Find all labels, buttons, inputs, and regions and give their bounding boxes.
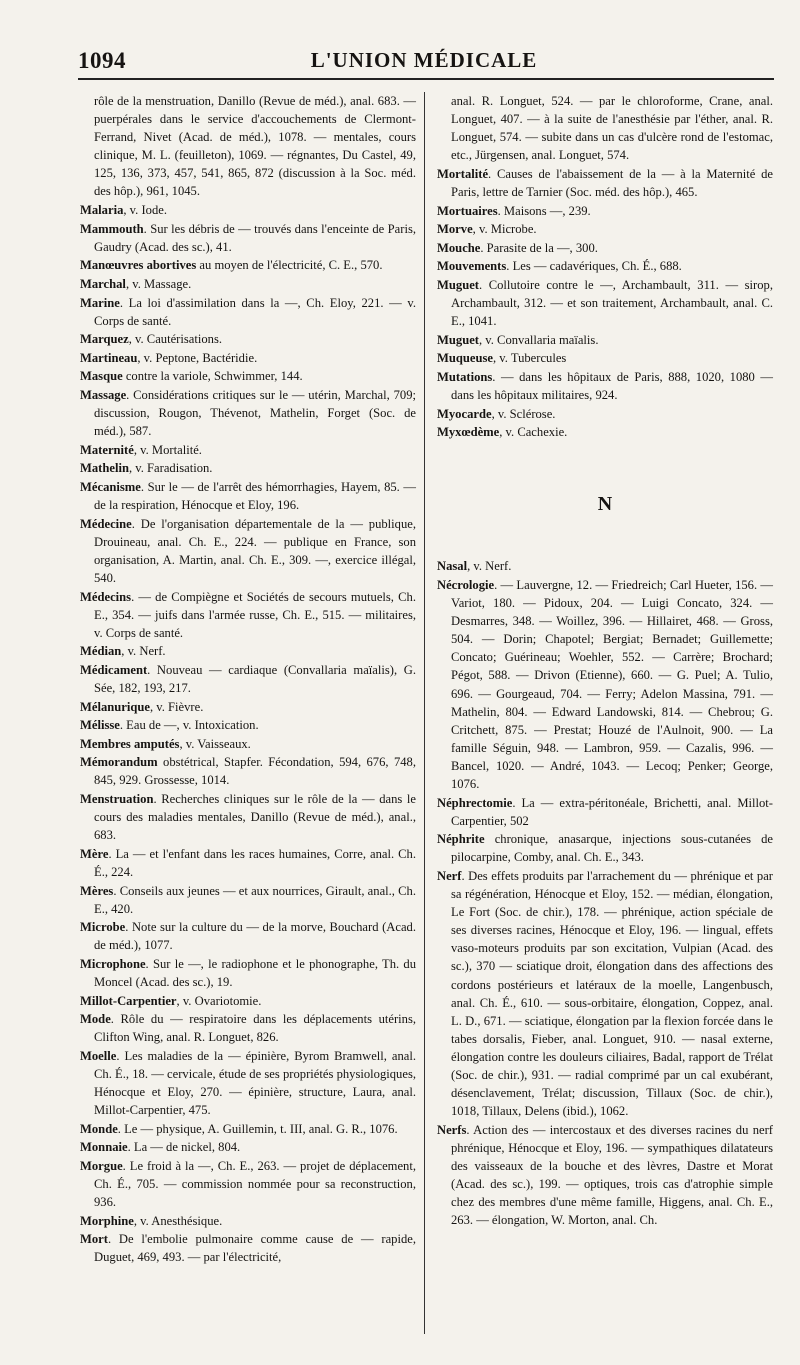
entry-headword: Mémorandum (80, 755, 158, 770)
index-entry (437, 557, 773, 575)
index-entry (80, 1157, 416, 1211)
index-entry (437, 867, 773, 1120)
entry-text: chronique, anasarque, injections sous-cutanées de pilocarpine, Comby, anal. Ch. E., 343. (451, 832, 773, 865)
index-entry (80, 1120, 416, 1138)
entry-text: . De l'embolie pulmonaire comme cause de — rapide, Duguet, 469, 493. — par l'électricité, (94, 1232, 416, 1265)
index-entry (80, 1047, 416, 1119)
entry-headword: Myxœdème (437, 425, 500, 440)
entry-headword: Manœuvres abortives (80, 258, 197, 273)
entry-headword: Mammouth (80, 221, 144, 236)
entry-headword: Menstruation (80, 792, 154, 807)
entry-text: . Le froid à la —, Ch. E., 263. — projet de déplacement, Ch. É., 705. — commission nommée pour sa reconstruction, 936. (94, 1158, 416, 1210)
index-entry (80, 478, 416, 514)
entry-headword: Médicament (80, 662, 148, 677)
entry-text: . Eau de —, v. Intoxication. (119, 718, 259, 733)
index-entry (437, 423, 773, 441)
entry-headword: Mode (80, 1012, 111, 1027)
index-entry (437, 405, 773, 423)
entry-text: , v. Convallaria maïalis. (478, 332, 599, 347)
entry-text: . Considérations critiques sur le — utérin, Marchal, 709; discussion, Rougon, Thévenot, Mathelin, Forget (Soc. de méd.), 587. (94, 388, 416, 439)
entry-headword: Massage (80, 388, 127, 402)
entry-text: . Le — physique, A. Guillemin, t. III, anal. G. R., 1076. (117, 1121, 398, 1136)
index-entry (437, 331, 773, 349)
index-entry (437, 1121, 773, 1230)
entry-headword: Nerfs (437, 1122, 467, 1137)
entry-headword: Nécrologie (437, 577, 495, 592)
entry-headword: Mère (80, 846, 109, 861)
entry-headword: Monde (80, 1121, 118, 1136)
index-entry (80, 716, 416, 734)
entry-headword: Mortalité (437, 166, 489, 181)
index-entry (437, 349, 773, 367)
entry-headword: Malaria (80, 203, 124, 218)
index-entry (80, 256, 416, 274)
entry-text: , v. Sclérose. (491, 406, 556, 421)
entry-text: , v. Peptone, Bactéridie. (137, 350, 258, 365)
entry-text: , v. Tubercules (492, 351, 567, 366)
index-entry (80, 330, 416, 348)
entry-text: , v. Mortalité. (133, 442, 202, 457)
index-entry (80, 386, 416, 440)
index-entry (80, 661, 416, 697)
right-column (437, 92, 773, 1230)
entry-text: . De l'organisation départementale de la — publique, Drouineau, anal. Ch. E., 224. — publique en France, son organisation, A. Martin, anal. Ch. E., 309. —, exercice illégal, 540. (94, 516, 416, 585)
entry-headword: Millot-Carpentier (80, 993, 177, 1008)
entry-text: , v. Nerf. (467, 559, 512, 574)
entry-headword: Mélisse (80, 718, 120, 733)
entry-text: , v. Nerf. (121, 644, 166, 659)
entry-text: . Maisons —, 239. (497, 203, 591, 218)
entry-text: . Causes de l'abaissement de la — à la Maternité de Paris, lettre de Tarnier (Soc. méd. des hôp.), 465. (451, 166, 773, 199)
index-entry (80, 515, 416, 587)
index-entry (437, 239, 773, 257)
entry-headword: Muguet (437, 332, 479, 347)
index-entry (437, 165, 773, 201)
entry-text: , v. Microbe. (472, 222, 537, 237)
entry-headword: Médecins (80, 589, 132, 604)
entry-headword: Mortuaires (437, 203, 498, 218)
entry-text: . Recherches cliniques sur le rôle de la — dans le cours des maladies mentales, Danillo (Revue de méd.), anal., 683. (94, 792, 416, 843)
entry-headword: Mathelin (80, 461, 129, 476)
entry-headword: Mères (80, 883, 114, 898)
entry-headword: Marine (80, 295, 120, 310)
entry-text: , v. Massage. (125, 276, 192, 291)
entry-headword: Mouvements (437, 259, 507, 274)
entry-text: , v. Iode. (123, 203, 167, 218)
header-rule (78, 78, 774, 80)
index-entry (80, 367, 416, 385)
entry-text: obstétrical, Stapfer. Fécondation, 594, 676, 748, 845, 929. Grossesse, 1014. (94, 755, 416, 788)
entry-text: . La — et l'enfant dans les races humaines, Corre, anal. Ch. É., 224. (94, 846, 416, 879)
entry-headword: Myocarde (437, 406, 492, 421)
entry-text: . Parasite de la —, 300. (480, 240, 598, 255)
entry-text: , v. Fièvre. (149, 699, 204, 714)
entry-text: . — dans les hôpitaux de Paris, 888, 1020, 1080 — dans les hôpitaux militaires, 924. (451, 369, 773, 402)
entry-headword: Microbe (80, 920, 126, 935)
entry-text: . — de Compiègne et Sociétés de secours mutuels, Ch. E., 354. — juifs dans l'armée russe, Ch. E., 515. — militaires, v. Corps de santé. (94, 589, 416, 640)
running-title: L'UNION MÉDICALE (310, 48, 538, 72)
index-entry (80, 201, 416, 219)
index-entry (80, 588, 416, 642)
entry-headword: Martineau (80, 350, 138, 365)
index-entry (437, 794, 773, 830)
column-divider (424, 92, 425, 1334)
entry-headword: Nerf (437, 868, 462, 883)
entry-headword: Marchal (80, 276, 126, 291)
index-entry (80, 882, 416, 918)
page-number: 1094 (78, 48, 126, 73)
entry-text: . Sur le — de l'arrêt des hémorrhagies, Hayem, 85. — de la respiration, Hénocque et Eloy, 196. (94, 479, 416, 513)
entry-headword: Nasal (437, 559, 468, 574)
entry-text: , v. Ovariotomie. (176, 993, 262, 1008)
index-entry (80, 349, 416, 367)
index-entry (80, 642, 416, 660)
entry-text: . Rôle du — respiratoire dans les déplacements utérins, Clifton Wing, anal. R. Longuet, 826. (94, 1012, 416, 1045)
index-entry (80, 735, 416, 753)
index-entry (437, 220, 773, 238)
entry-text: , v. Vaisseaux. (179, 736, 251, 751)
index-entry (80, 294, 416, 330)
entry-headword: Mutations (437, 369, 493, 384)
index-entry (437, 92, 773, 164)
entry-text: . Note sur la culture du — de la morve, Bouchard (Acad. de méd.), 1077. (94, 920, 416, 953)
entry-headword: Mouche (437, 240, 481, 255)
index-entry (437, 202, 773, 220)
index-entry (437, 257, 773, 275)
entry-text: , v. Cautérisations. (128, 332, 223, 347)
entry-text: . Conseils aux jeunes — et aux nourrices, Girault, anal., Ch. E., 420. (94, 883, 416, 916)
entry-headword: Membres amputés (80, 736, 180, 751)
entry-headword: Mort (80, 1232, 108, 1247)
entry-text: , v. Cachexie. (499, 425, 568, 440)
section-letter: N (597, 493, 613, 516)
entry-headword: Mélanurique (80, 699, 150, 714)
index-entry (80, 220, 416, 256)
index-entry (80, 1212, 416, 1230)
entry-text: rôle de la menstruation, Danillo (Revue de méd.), anal. 683. — puerpérales dans le service d'accouchements de Clermont-Ferrand, Nivet (Acad. de méd.), 1078. — mentales, cours clinique, M. L. (feuilleton), 1069. — régnantes, Du Castel, 49, 125, 136, 373, 457, 541, 865, 872 (discussion à la Soc. méd. des hôp.), 961, 1045. (94, 94, 416, 199)
index-entry (80, 459, 416, 477)
entry-headword: Médian (80, 644, 122, 659)
entry-headword: Maternité (80, 442, 134, 457)
index-entry (80, 918, 416, 954)
index-entry (80, 441, 416, 459)
entry-text: . La — extra-péritonéale, Brichetti, anal. Millot-Carpentier, 502 (451, 795, 773, 828)
entry-text: . La — de nickel, 804. (127, 1140, 241, 1155)
entry-text: . Les maladies de la — épinière, Byrom Bramwell, anal. Ch. É., 18. — cervicale, étude de ses propriétés physiologiques, Hénocque et Eloy, 270. — épinière, structure, Laura, anal. Millot-Carpentier, 475. (94, 1048, 416, 1118)
entry-text: . Sur les débris de — trouvés dans l'enceinte de Paris, Gaudry (Acad. des sc.), 41. (94, 221, 416, 254)
entry-text: au moyen de l'électricité, C. E., 570. (196, 258, 383, 273)
entry-headword: Microphone (80, 956, 146, 971)
entry-headword: Muguet (437, 277, 479, 292)
index-entry (80, 992, 416, 1010)
entry-text: . Sur le —, le radiophone et le phonographe, Th. du Moncel (Acad. des sc.), 19. (94, 956, 416, 989)
entry-text: . Action des — intercostaux et des diverses racines du nerf phrénique, Hénocque et Eloy, 196. — sympathiques dilatateurs des vaisseaux de la bouche et des lèvres, Dastre et Morat (Acad. des sc.), 199. — optiques, trois cas d'atrophie simple chez des membres d'une même famille, Higgens, anal. Ch. E., 263. — élongation, W. Morton, anal. Ch. (451, 1122, 773, 1228)
entry-text: . La loi d'assimilation dans la —, Ch. Eloy, 221. — v. Corps de santé. (94, 295, 416, 328)
entry-headword: Morphine (80, 1213, 134, 1228)
index-entry (437, 368, 773, 404)
index-entry (437, 576, 773, 793)
entry-headword: Mécanisme (80, 479, 141, 494)
index-entry (80, 753, 416, 789)
index-entry (80, 275, 416, 293)
entry-headword: Muqueuse (437, 351, 493, 366)
index-entry (80, 698, 416, 716)
entry-text: anal. R. Longuet, 524. — par le chloroforme, Crane, anal. Longuet, 407. — à la suite de l'anesthésie par l'éther, anal. R. Longuet, 574. — subite dans un cas d'ulcère rond de l'estomac, etc., Jürgensen, anal. Longuet, 574. (451, 94, 773, 163)
entry-text: . — Lauvergne, 12. — Friedreich; Carl Hueter, 156. — Variot, 180. — Pidoux, 204. — Luigi Concato, 324. — Desmarres, 348. — Woillez, 396. — Hillairet, 468. — Gross, 504. — Dorin; Chapotel; Bergiat; Bernadet; Guillemette; Concato; Guérineau; Woehler, 552. — Carrère; Brochard; Pégot, 588. — Drivon (Etienne), 660. — G. Puel; A. Tulio, 696. — Gourgeaud, 704. — Ferry; Adelon Massina, 791. — Mathelin, 804. — Edward Landowski, 814. — Chebrou; G. Critchett, 875. — Prestat; Houzé de l'Aulnoit, 900. — La famille Séguin, 948. — Lambron, 959. — Cazalis, 996. — Bancel, 1020. — André, 1043. — Lecoq; Penker; George, 1076. (451, 577, 773, 791)
entry-text: . Collutoire contre le —, Archambault, 311. — sirop, Archambault, 312. — et son traitement, Archambault, anal. C. E., 1041. (451, 277, 773, 329)
index-entry (80, 1010, 416, 1046)
index-entry (80, 845, 416, 881)
index-entry (80, 1230, 416, 1266)
entry-headword: Médecine (80, 516, 132, 531)
entry-headword: Moelle (80, 1048, 117, 1063)
index-entry (80, 92, 416, 201)
entry-text: . Nouveau — cardiaque (Convallaria maïalis), G. Sée, 182, 193, 217. (94, 662, 416, 695)
entry-headword: Monnaie (80, 1140, 128, 1155)
entry-headword: Masque (80, 369, 123, 384)
index-entry (80, 955, 416, 991)
index-entry (80, 1138, 416, 1156)
entry-headword: Morgue (80, 1158, 123, 1173)
right-column-m-entries (437, 92, 773, 441)
entry-headword: Morve (437, 222, 473, 237)
entry-text: . Des effets produits par l'arrachement du — phrénique et par sa régénération, Hénocque et Eloy, 152. — médian, élongation, Le Fort (Soc. de chir.), 178. — phrénique, action spéciale de ses diverses racines, Hénocque et Eloy, 196. — lingual, effets vaso-moteurs produits par son excitation, Vulpian (Acad. des sc.), 370 — sciatique droit, élongation dans des affections des cordons postérieurs et latéraux de la moelle, Langenbusch, anal. Ch. É., 610. — sous-orbitaire, élongation, Coppez, anal. L. D., 671. — sciatique, élongation par la flexion forcée dans le tabes dorsalis, Fieber, anal. Longuet, 910. — nasal externe, élongation contre les douleurs ciliaires, Badal, rapport de Trélat (Soc. de chir.), 931. — radial comprimé par un cal exubérant, désenclavement, Trélat; discussion, Tillaux (Soc. de chir.), 1018, Tillaux, Delens (ibid.), 1062. (451, 868, 773, 1119)
index-entry (80, 790, 416, 844)
left-column (80, 92, 416, 1267)
entry-text: . Les — cadavériques, Ch. É., 688. (506, 259, 682, 274)
index-entry (437, 830, 773, 866)
entry-headword: Marquez (80, 332, 129, 347)
right-column-n-entries (437, 557, 773, 1229)
entry-text: contre la variole, Schwimmer, 144. (122, 369, 303, 384)
entry-text: , v. Faradisation. (128, 461, 213, 476)
index-entry (437, 276, 773, 330)
entry-headword: Néphrectomie (437, 795, 513, 810)
entry-headword: Néphrite (437, 832, 485, 847)
entry-text: , v. Anesthésique. (133, 1213, 223, 1228)
